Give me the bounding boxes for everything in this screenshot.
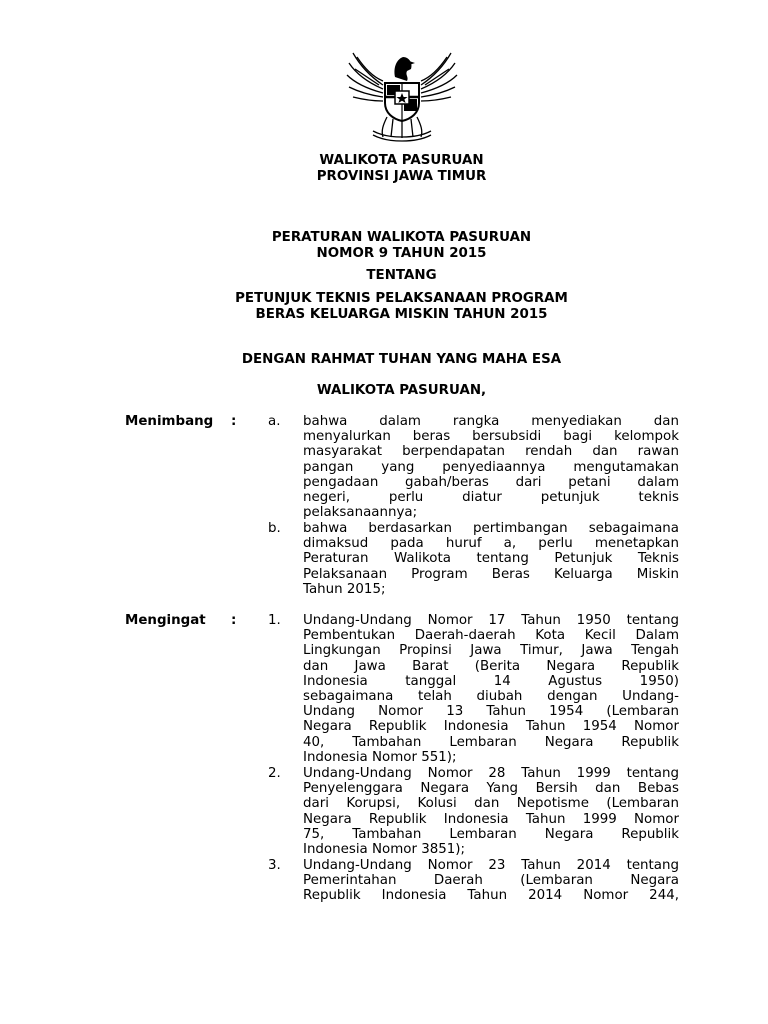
menimbang-item-marker: a. (268, 414, 281, 429)
text-line: Undang-Undang Nomor 23 Tahun 2014 tentang (303, 858, 679, 873)
text-line: bahwa dalam rangka menyediakan dan (303, 414, 679, 429)
menimbang-label: Menimbang (125, 414, 214, 429)
regulation-subject-line-1: PETUNJUK TEKNIS PELAKSANAAN PROGRAM (235, 291, 568, 306)
mengingat-item-3 (303, 858, 679, 904)
text-line: dan Jawa Barat (Berita Negara Republik (303, 658, 679, 674)
text-line: Penyelenggara Negara Yang Bersih dan Bebas (303, 781, 679, 797)
blessing-line: DENGAN RAHMAT TUHAN YANG MAHA ESA (241, 352, 562, 367)
menimbang-colon: : (231, 414, 237, 429)
text-line: pengadaan gabah/beras dari petani dalam (303, 474, 679, 490)
text-line: Pelaksanaan Program Beras Keluarga Miskin (303, 566, 679, 582)
text-line: Pembentukan Daerah-daerah Kota Kecil Dalam (303, 628, 679, 644)
mengingat-item-marker: 1. (268, 613, 281, 628)
regulation-about: TENTANG (366, 268, 437, 283)
text-line: pelaksanaannya; (303, 505, 418, 521)
mengingat-item-1 (303, 613, 679, 765)
text-line: Undang-Undang Nomor 17 Tahun 1950 tentang (303, 613, 679, 628)
text-line: menyalurkan beras bersubsidi bagi kelompok (303, 429, 679, 445)
mengingat-colon: : (231, 613, 237, 628)
text-line: sebagaimana telah diubah dengan Undang- (303, 688, 679, 704)
text-line: Tahun 2015; (303, 581, 386, 597)
issuer-line-1: WALIKOTA PASURUAN (319, 153, 484, 168)
mengingat-label: Mengingat (125, 613, 206, 628)
text-line: Undang Nomor 13 Tahun 1954 (Lembaran (303, 704, 679, 720)
regulation-number: NOMOR 9 TAHUN 2015 (316, 246, 487, 261)
text-line: Negara Republik Indonesia Tahun 1999 Nomor (303, 811, 679, 827)
authority-line: WALIKOTA PASURUAN, (316, 383, 487, 398)
text-line: Negara Republik Indonesia Tahun 1954 Nomor (303, 719, 679, 735)
menimbang-item-b (303, 521, 679, 597)
menimbang-item-a (303, 414, 679, 520)
text-line: 75, Tambahan Lembaran Negara Republik (303, 826, 679, 842)
text-line: Indonesia tanggal 14 Agustus 1950) (303, 673, 679, 689)
text-line: Pemerintahan Daerah (Lembaran Negara (303, 873, 679, 889)
menimbang-item-marker: b. (268, 521, 281, 536)
mengingat-item-marker: 3. (268, 858, 281, 873)
text-line: dari Korupsi, Kolusi dan Nepotisme (Lembaran (303, 796, 679, 812)
text-line: masyarakat berpendapatan rendah dan rawan (303, 444, 679, 460)
regulation-title: PERATURAN WALIKOTA PASURUAN (271, 230, 532, 245)
text-line: Lingkungan Propinsi Jawa Timur, Jawa Tengah (303, 643, 679, 659)
text-line: Undang-Undang Nomor 28 Tahun 1999 tentang (303, 766, 679, 781)
text-line: negeri, perlu diatur petunjuk teknis (303, 489, 679, 505)
text-line: bahwa berdasarkan pertimbangan sebagaimana (303, 521, 679, 536)
text-line: Republik Indonesia Tahun 2014 Nomor 244, (303, 888, 679, 904)
text-line: Indonesia Nomor 3851); (303, 841, 466, 857)
text-line: 40, Tambahan Lembaran Negara Republik (303, 734, 679, 750)
text-line: dimaksud pada huruf a, perlu menetapkan (303, 536, 679, 552)
regulation-subject-line-2: BERAS KELUARGA MISKIN TAHUN 2015 (255, 307, 548, 322)
text-line: Indonesia Nomor 551); (303, 749, 457, 765)
mengingat-item-2 (303, 766, 679, 857)
mengingat-item-marker: 2. (268, 766, 281, 781)
issuer-line-2: PROVINSI JAWA TIMUR (316, 169, 487, 184)
text-line: Peraturan Walikota tentang Petunjuk Teknis (303, 551, 679, 567)
text-line: pangan yang penyediaannya mengutamakan (303, 459, 679, 475)
garuda-emblem (343, 47, 461, 145)
